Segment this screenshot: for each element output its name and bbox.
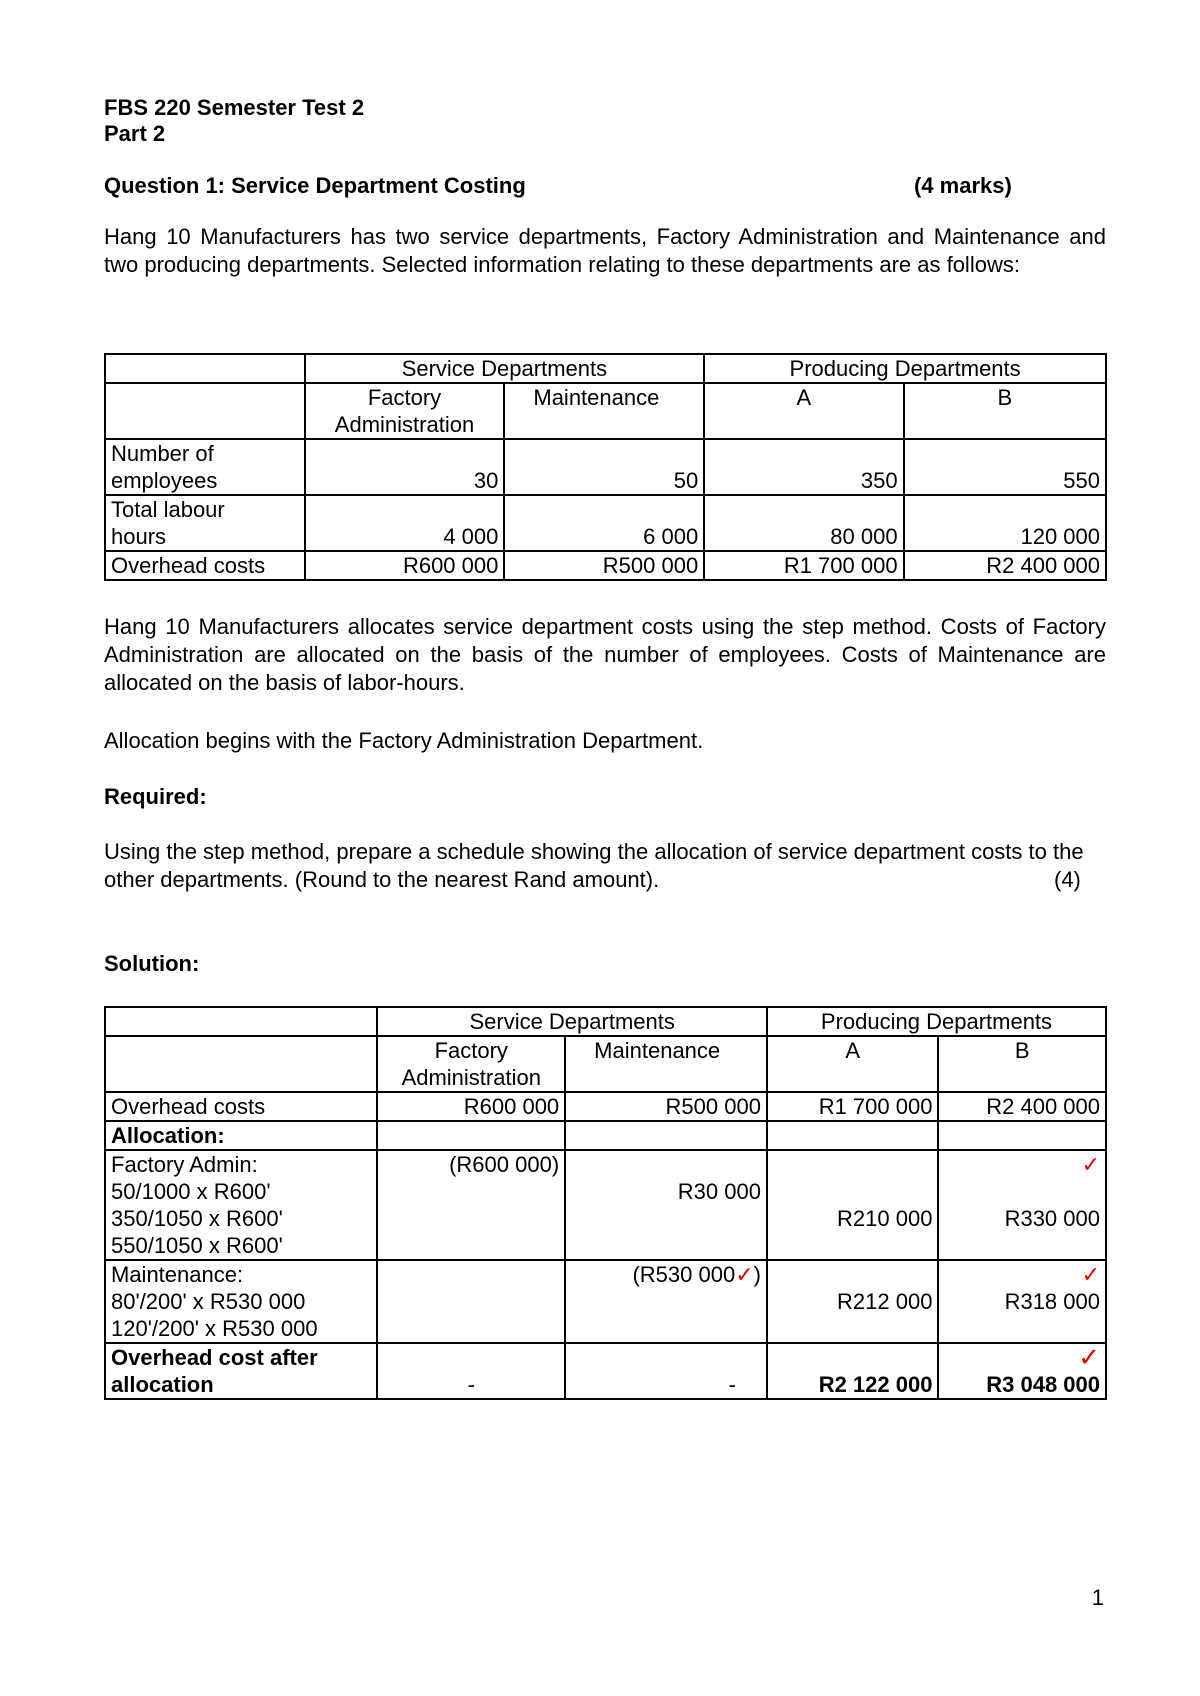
tick-icon: ✓ xyxy=(1081,1152,1100,1177)
producing-departments-header: Producing Departments xyxy=(704,354,1106,383)
table-row xyxy=(105,1260,1106,1343)
table-cell: R600 000 xyxy=(377,1092,565,1121)
table-cell: R212 000 xyxy=(767,1260,938,1343)
tick-icon: ✓ xyxy=(1078,1342,1100,1372)
table-cell: 4 000 xyxy=(305,495,505,551)
document-title: FBS 220 Semester Test 2 xyxy=(104,95,365,120)
table-cell: 120 000 xyxy=(904,495,1106,551)
table-cell: R2 400 000 xyxy=(938,1092,1106,1121)
row-label: Number of employees xyxy=(105,439,305,495)
service-departments-header: Service Departments xyxy=(377,1007,767,1036)
table-cell: R500 000 xyxy=(565,1092,767,1121)
col-b: B xyxy=(938,1036,1106,1092)
table-cell: ✓ R330 000 xyxy=(938,1150,1106,1260)
table-cell: R500 000 xyxy=(504,551,704,580)
row-label: Overhead costs xyxy=(105,1092,377,1121)
table-cell: R210 000 xyxy=(767,1150,938,1260)
table-cell: R1 700 000 xyxy=(704,551,903,580)
table-cell: 80 000 xyxy=(704,495,903,551)
method-paragraph: Hang 10 Manufacturers allocates service department costs using the step method. Costs of Factory Administration are allocated on the basis of the number of employees. Costs of Maintenance are allocated on the basis of labor-hours. xyxy=(104,614,1106,695)
question-marks: (4 marks) xyxy=(914,173,1012,198)
department-info-table xyxy=(104,353,1107,581)
tick-icon: ✓ xyxy=(735,1262,754,1287)
col-maintenance: Maintenance xyxy=(504,383,704,439)
table-cell: R30 000 xyxy=(565,1150,767,1260)
col-b: B xyxy=(904,383,1106,439)
required-text: Using the step method, prepare a schedule showing the allocation of service department costs to the other departments. (Round to the nearest Rand amount). (4) xyxy=(104,839,1084,892)
allocation-start-paragraph: Allocation begins with the Factory Administration Department. xyxy=(104,728,704,753)
table-row xyxy=(105,1150,1106,1260)
table-cell: R2 400 000 xyxy=(904,551,1106,580)
table-cell: 550 xyxy=(904,439,1106,495)
question-title: Question 1: Service Department Costing xyxy=(104,173,526,198)
required-label: Required: xyxy=(104,784,207,809)
question-intro: Hang 10 Manufacturers has two service departments, Factory Administration and Maintenance and two producing departments. Selected information relating to these departments are as follows: xyxy=(104,224,1106,277)
table-cell: ✓ R3 048 000 xyxy=(938,1343,1106,1399)
table-cell: (R600 000) xyxy=(377,1150,565,1260)
solution-label: Solution: xyxy=(104,951,200,976)
table-row xyxy=(105,1092,1106,1121)
allocation-label: Allocation: xyxy=(105,1121,377,1150)
table-cell: ✓ R318 000 xyxy=(938,1260,1106,1343)
table-cell: R600 000 xyxy=(305,551,505,580)
col-a: A xyxy=(704,383,903,439)
table-cell: R1 700 000 xyxy=(767,1092,938,1121)
final-overhead-label: Overhead cost after allocation xyxy=(105,1343,377,1399)
table-cell: 6 000 xyxy=(504,495,704,551)
tick-icon: ✓ xyxy=(1081,1262,1100,1287)
table-cell: - xyxy=(377,1343,565,1399)
col-a: A xyxy=(767,1036,938,1092)
service-departments-header: Service Departments xyxy=(305,354,705,383)
col-factory-administration: Factory Administration xyxy=(305,383,505,439)
table-cell: 350 xyxy=(704,439,903,495)
table-cell: 50 xyxy=(504,439,704,495)
page-number: 1 xyxy=(1091,1585,1104,1610)
question-heading xyxy=(104,172,1106,200)
document-part: Part 2 xyxy=(104,121,166,146)
row-label: Total labour hours xyxy=(105,495,305,551)
factory-admin-allocation-label: Factory Admin: 50/1000 x R600' 350/1050 x R600' 550/1050 x R600' xyxy=(105,1150,377,1260)
table-row xyxy=(105,551,1106,580)
solution-table xyxy=(104,1006,1107,1400)
required-marks: (4) xyxy=(1054,867,1081,892)
maintenance-allocation-label: Maintenance: 80'/200' x R530 000 120'/200' x R530 000 xyxy=(105,1260,377,1343)
table-row xyxy=(105,439,1106,495)
row-label: Overhead costs xyxy=(105,551,305,580)
table-row xyxy=(105,495,1106,551)
table-cell: 30 xyxy=(305,439,505,495)
table-row xyxy=(105,1343,1106,1399)
col-factory-administration: Factory Administration xyxy=(377,1036,565,1092)
table-cell: R2 122 000 xyxy=(767,1343,938,1399)
col-maintenance: Maintenance xyxy=(565,1036,767,1092)
table-row xyxy=(105,1121,1106,1150)
table-cell: (R530 000✓) xyxy=(565,1260,767,1343)
producing-departments-header: Producing Departments xyxy=(767,1007,1106,1036)
table-cell: - xyxy=(565,1343,767,1399)
